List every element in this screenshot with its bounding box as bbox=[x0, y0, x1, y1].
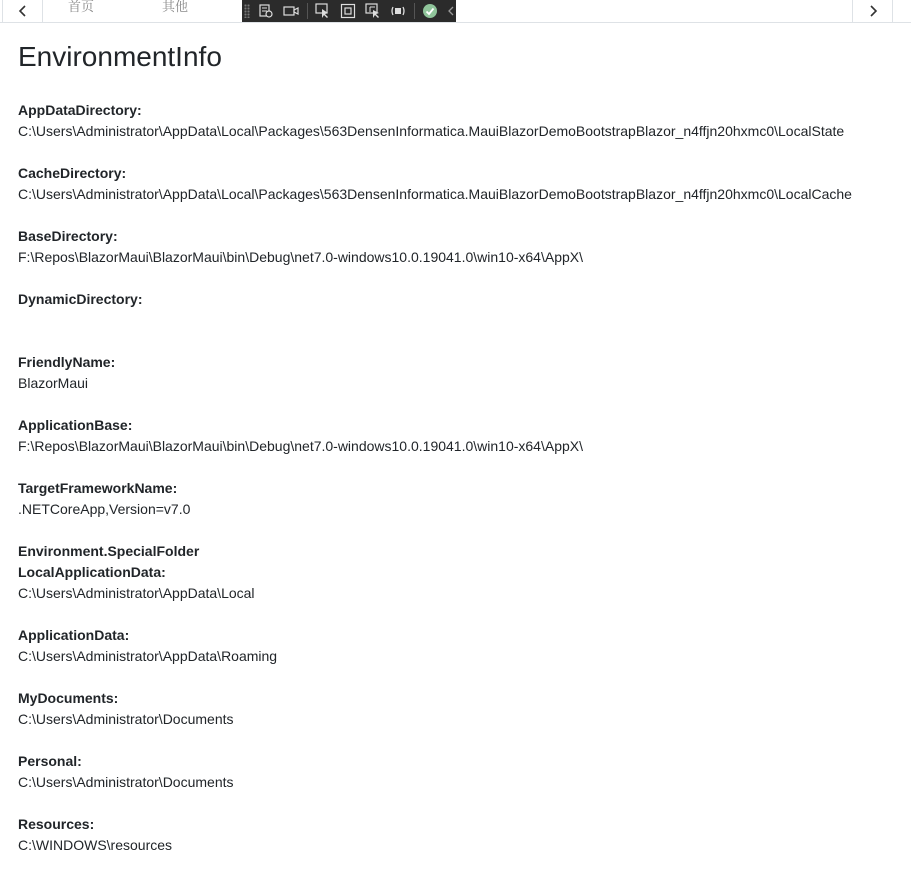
inspect-pointer-icon[interactable] bbox=[314, 2, 331, 20]
info-entry-friendly-name bbox=[18, 352, 898, 394]
forward-button[interactable] bbox=[852, 0, 893, 23]
entry-value: F:\Repos\BlazorMaui\BlazorMaui\bin\Debug\net7.0-windows10.0.19041.0\win10-x64\AppX\ bbox=[18, 438, 583, 454]
entry-value: C:\Users\Administrator\Documents bbox=[18, 774, 234, 790]
xaml-debug-toolbar bbox=[242, 0, 456, 22]
info-entry-my-documents bbox=[18, 688, 898, 730]
tab-home[interactable]: 首页 bbox=[68, 0, 95, 14]
frame-icon[interactable] bbox=[339, 2, 356, 20]
entry-value: C:\Users\Administrator\Documents bbox=[18, 711, 234, 727]
entry-value: C:\Users\Administrator\AppData\Local\Packages\563DensenInformatica.MauiBlazorDemoBootstrapBlazor_n4ffjn20hxmc0\LocalCache bbox=[18, 186, 852, 202]
info-entry-resources bbox=[18, 814, 898, 856]
info-entry-local-application-data bbox=[18, 541, 898, 604]
info-entry-cache-directory bbox=[18, 163, 898, 205]
entry-value bbox=[18, 310, 898, 331]
collapse-chevron-icon[interactable] bbox=[446, 2, 456, 20]
info-entry-target-framework-name bbox=[18, 478, 898, 520]
entry-label: CacheDirectory: bbox=[18, 165, 127, 181]
entry-value: C:\Users\Administrator\AppData\Local\Packages\563DensenInformatica.MauiBlazorDemoBootstrapBlazor_n4ffjn20hxmc0\LocalState bbox=[18, 123, 845, 139]
touch-select-icon[interactable] bbox=[364, 2, 381, 20]
entry-label: Personal: bbox=[18, 753, 82, 769]
entry-label-line-2: LocalApplicationData: bbox=[18, 564, 166, 580]
status-ok-icon[interactable] bbox=[421, 2, 438, 20]
chevron-right-icon bbox=[868, 5, 878, 17]
screen-record-icon[interactable] bbox=[283, 2, 300, 20]
select-element-icon[interactable] bbox=[258, 2, 275, 20]
entry-value: C:\WINDOWS\resources bbox=[18, 837, 173, 853]
info-entry-app-data-directory bbox=[18, 100, 898, 142]
info-entry-base-directory bbox=[18, 226, 898, 268]
entry-label: ApplicationData: bbox=[18, 627, 130, 643]
info-entry-dynamic-directory bbox=[18, 289, 898, 331]
entry-label: AppDataDirectory: bbox=[18, 102, 142, 118]
entry-label: DynamicDirectory: bbox=[18, 291, 143, 307]
top-navigation-bar bbox=[0, 0, 911, 23]
hot-reload-icon[interactable] bbox=[389, 2, 406, 20]
entry-label: Resources: bbox=[18, 816, 95, 832]
info-entry-personal bbox=[18, 751, 898, 793]
chevron-left-icon bbox=[18, 5, 28, 17]
entry-value: BlazorMaui bbox=[18, 375, 89, 391]
info-entry-application-data bbox=[18, 625, 898, 667]
tab-other[interactable]: 其他 bbox=[162, 0, 189, 14]
info-entry-application-base bbox=[18, 415, 898, 457]
entry-label: FriendlyName: bbox=[18, 354, 116, 370]
entry-value: C:\Users\Administrator\AppData\Local bbox=[18, 585, 255, 601]
back-button[interactable] bbox=[2, 0, 43, 23]
entry-value: F:\Repos\BlazorMaui\BlazorMaui\bin\Debug\net7.0-windows10.0.19041.0\win10-x64\AppX\ bbox=[18, 249, 583, 265]
entry-value: C:\Users\Administrator\AppData\Roaming bbox=[18, 648, 278, 664]
entry-value: .NETCoreApp,Version=v7.0 bbox=[18, 501, 191, 517]
entry-label: Environment.SpecialFolder bbox=[18, 543, 200, 559]
page-title: EnvironmentInfo bbox=[18, 41, 222, 72]
toolbar-divider bbox=[414, 3, 415, 19]
entry-label: MyDocuments: bbox=[18, 690, 119, 706]
entry-label: ApplicationBase: bbox=[18, 417, 133, 433]
entry-label: BaseDirectory: bbox=[18, 228, 118, 244]
toolbar-divider bbox=[307, 3, 308, 19]
environment-info-content bbox=[18, 40, 898, 877]
entry-label: TargetFrameworkName: bbox=[18, 480, 178, 496]
drag-grip-icon[interactable] bbox=[244, 4, 250, 18]
